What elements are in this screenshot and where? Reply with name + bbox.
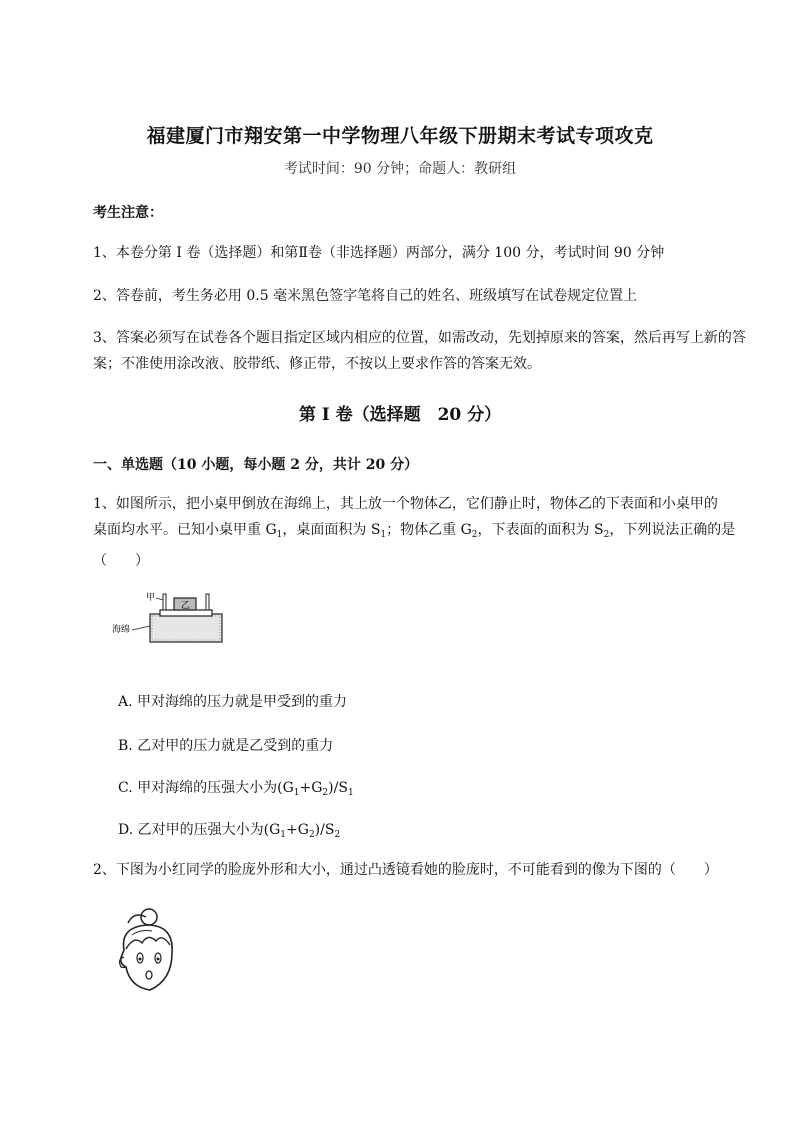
question-1-stem: [93, 491, 753, 574]
page-title: 福建厦门市翔安第一中学物理八年级下册期末考试专项攻克: [146, 125, 654, 147]
option-d: D. 乙对甲的压强大小为$(G_1+G_2)/S_2$: [118, 822, 341, 840]
question-1-line-3: （ ）: [93, 553, 149, 569]
notice-item-3: 3、答案必须写在试卷各个题目指定区域内相应的位置，如需改动，先划掉原来的答案，然后再写上新的答案；不准使用涂改液、胶带纸、修正带，不按以上要求作答的答案无效。: [93, 330, 746, 372]
table-leg-right: [206, 594, 209, 610]
option-b: B. 乙对甲的压力就是乙受到的重力: [118, 738, 334, 754]
svg-text:乙: 乙: [181, 601, 191, 611]
girl-face-figure: [112, 905, 187, 1000]
question-group-heading: 一、单选题（10 小题，每小题 2 分，共计 20 分）: [93, 457, 419, 473]
svg-text:海绵: 海绵: [112, 625, 131, 635]
notice-heading: 考生注意：: [93, 205, 163, 221]
option-c: C. 甲对海绵的压强大小为$(G_1+G_2)/S_1$: [118, 780, 354, 798]
question-1-line-1: 1、如图所示，把小桌甲倒放在海绵上，其上放一个物体乙，它们静止时，物体乙的下表面和小桌甲的: [93, 496, 718, 512]
table-on-sponge-figure: [112, 592, 232, 652]
option-a: A. 甲对海绵的压力就是甲受到的重力: [118, 694, 348, 710]
svg-text:甲: 甲: [146, 593, 156, 603]
question-2-stem: 2、下图为小红同学的脸庞外形和大小，通过凸透镜看她的脸庞时，不可能看到的像为下图的（ ）: [93, 862, 718, 878]
section-title: 第 I 卷（选择题 20 分）: [298, 405, 502, 425]
exam-info: 考试时间：90 分钟；命题人：教研组: [283, 161, 517, 177]
notice-item-2: 2、答卷前，考生务必用 0.5 毫米黑色签字笔将自己的姓名、班级填写在试卷规定位置上: [93, 288, 638, 304]
question-1-line-2: 桌面均水平。已知小桌甲重 $G_1$，桌面面积为 $S_1$；物体乙重 $G_2$，下表面的面积为 $S_2$，下列说法正确的是: [93, 522, 736, 540]
table-leg-left: [163, 594, 166, 610]
sponge-block: [150, 614, 222, 642]
notice-item-1: 1、本卷分第 I 卷（选择题）和第Ⅱ卷（非选择题）两部分，满分 100 分，考试时间 90 分钟: [93, 245, 665, 261]
